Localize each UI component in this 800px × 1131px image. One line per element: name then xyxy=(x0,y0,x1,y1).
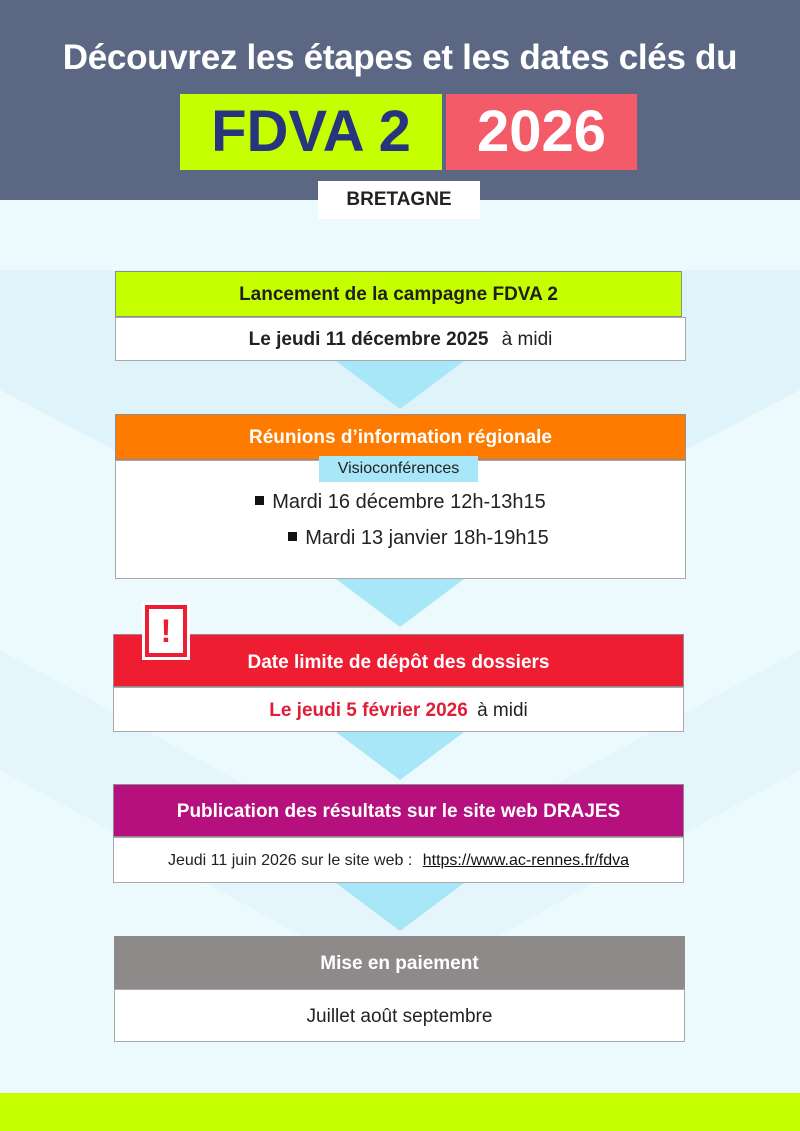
alert-icon xyxy=(142,602,190,660)
launch-date-bold: Le jeudi 11 décembre 2025 xyxy=(248,329,489,350)
deadline-date-suffix: à midi xyxy=(477,700,528,721)
results-text: Jeudi 11 juin 2026 sur le site web : xyxy=(167,852,413,869)
step-meetings-title: Réunions d’information régionale xyxy=(115,414,686,460)
meetings-tag: Visioconférences xyxy=(319,456,478,482)
arrow-down-icon xyxy=(336,732,464,780)
step-deadline-title: Date limite de dépôt des dossiers xyxy=(113,634,684,687)
step-deadline-date xyxy=(113,687,684,732)
step-payment-body: Juillet août septembre xyxy=(114,989,685,1042)
region-label: BRETAGNE xyxy=(318,181,480,219)
deadline-date-bold: Le jeudi 5 février 2026 xyxy=(269,700,468,721)
footer-bar xyxy=(0,1093,800,1131)
step-payment-title: Mise en paiement xyxy=(114,936,685,989)
year-label: 2026 xyxy=(446,94,637,170)
arrow-down-icon xyxy=(336,579,464,627)
arrow-down-icon xyxy=(336,883,464,931)
page-title: Découvrez les étapes et les dates clés du xyxy=(62,38,738,77)
bullet-square-icon xyxy=(288,532,297,541)
step-launch-title: Lancement de la campagne FDVA 2 xyxy=(115,271,682,317)
step-results-title: Publication des résultats sur le site web DRAJES xyxy=(113,784,684,837)
step-launch-date xyxy=(115,317,686,361)
session-item: Mardi 16 décembre 12h-13h15 xyxy=(116,491,685,514)
bullet-square-icon xyxy=(255,496,264,505)
step-results-body xyxy=(113,837,684,883)
launch-date-suffix: à midi xyxy=(501,329,553,350)
exclamation-icon: ! xyxy=(149,609,183,653)
results-link[interactable]: https://www.ac-rennes.fr/fdva xyxy=(422,852,630,869)
session-item: Mardi 13 janvier 18h-19h15 xyxy=(116,527,685,550)
arrow-down-icon xyxy=(336,361,464,409)
program-label: FDVA 2 xyxy=(180,94,442,170)
